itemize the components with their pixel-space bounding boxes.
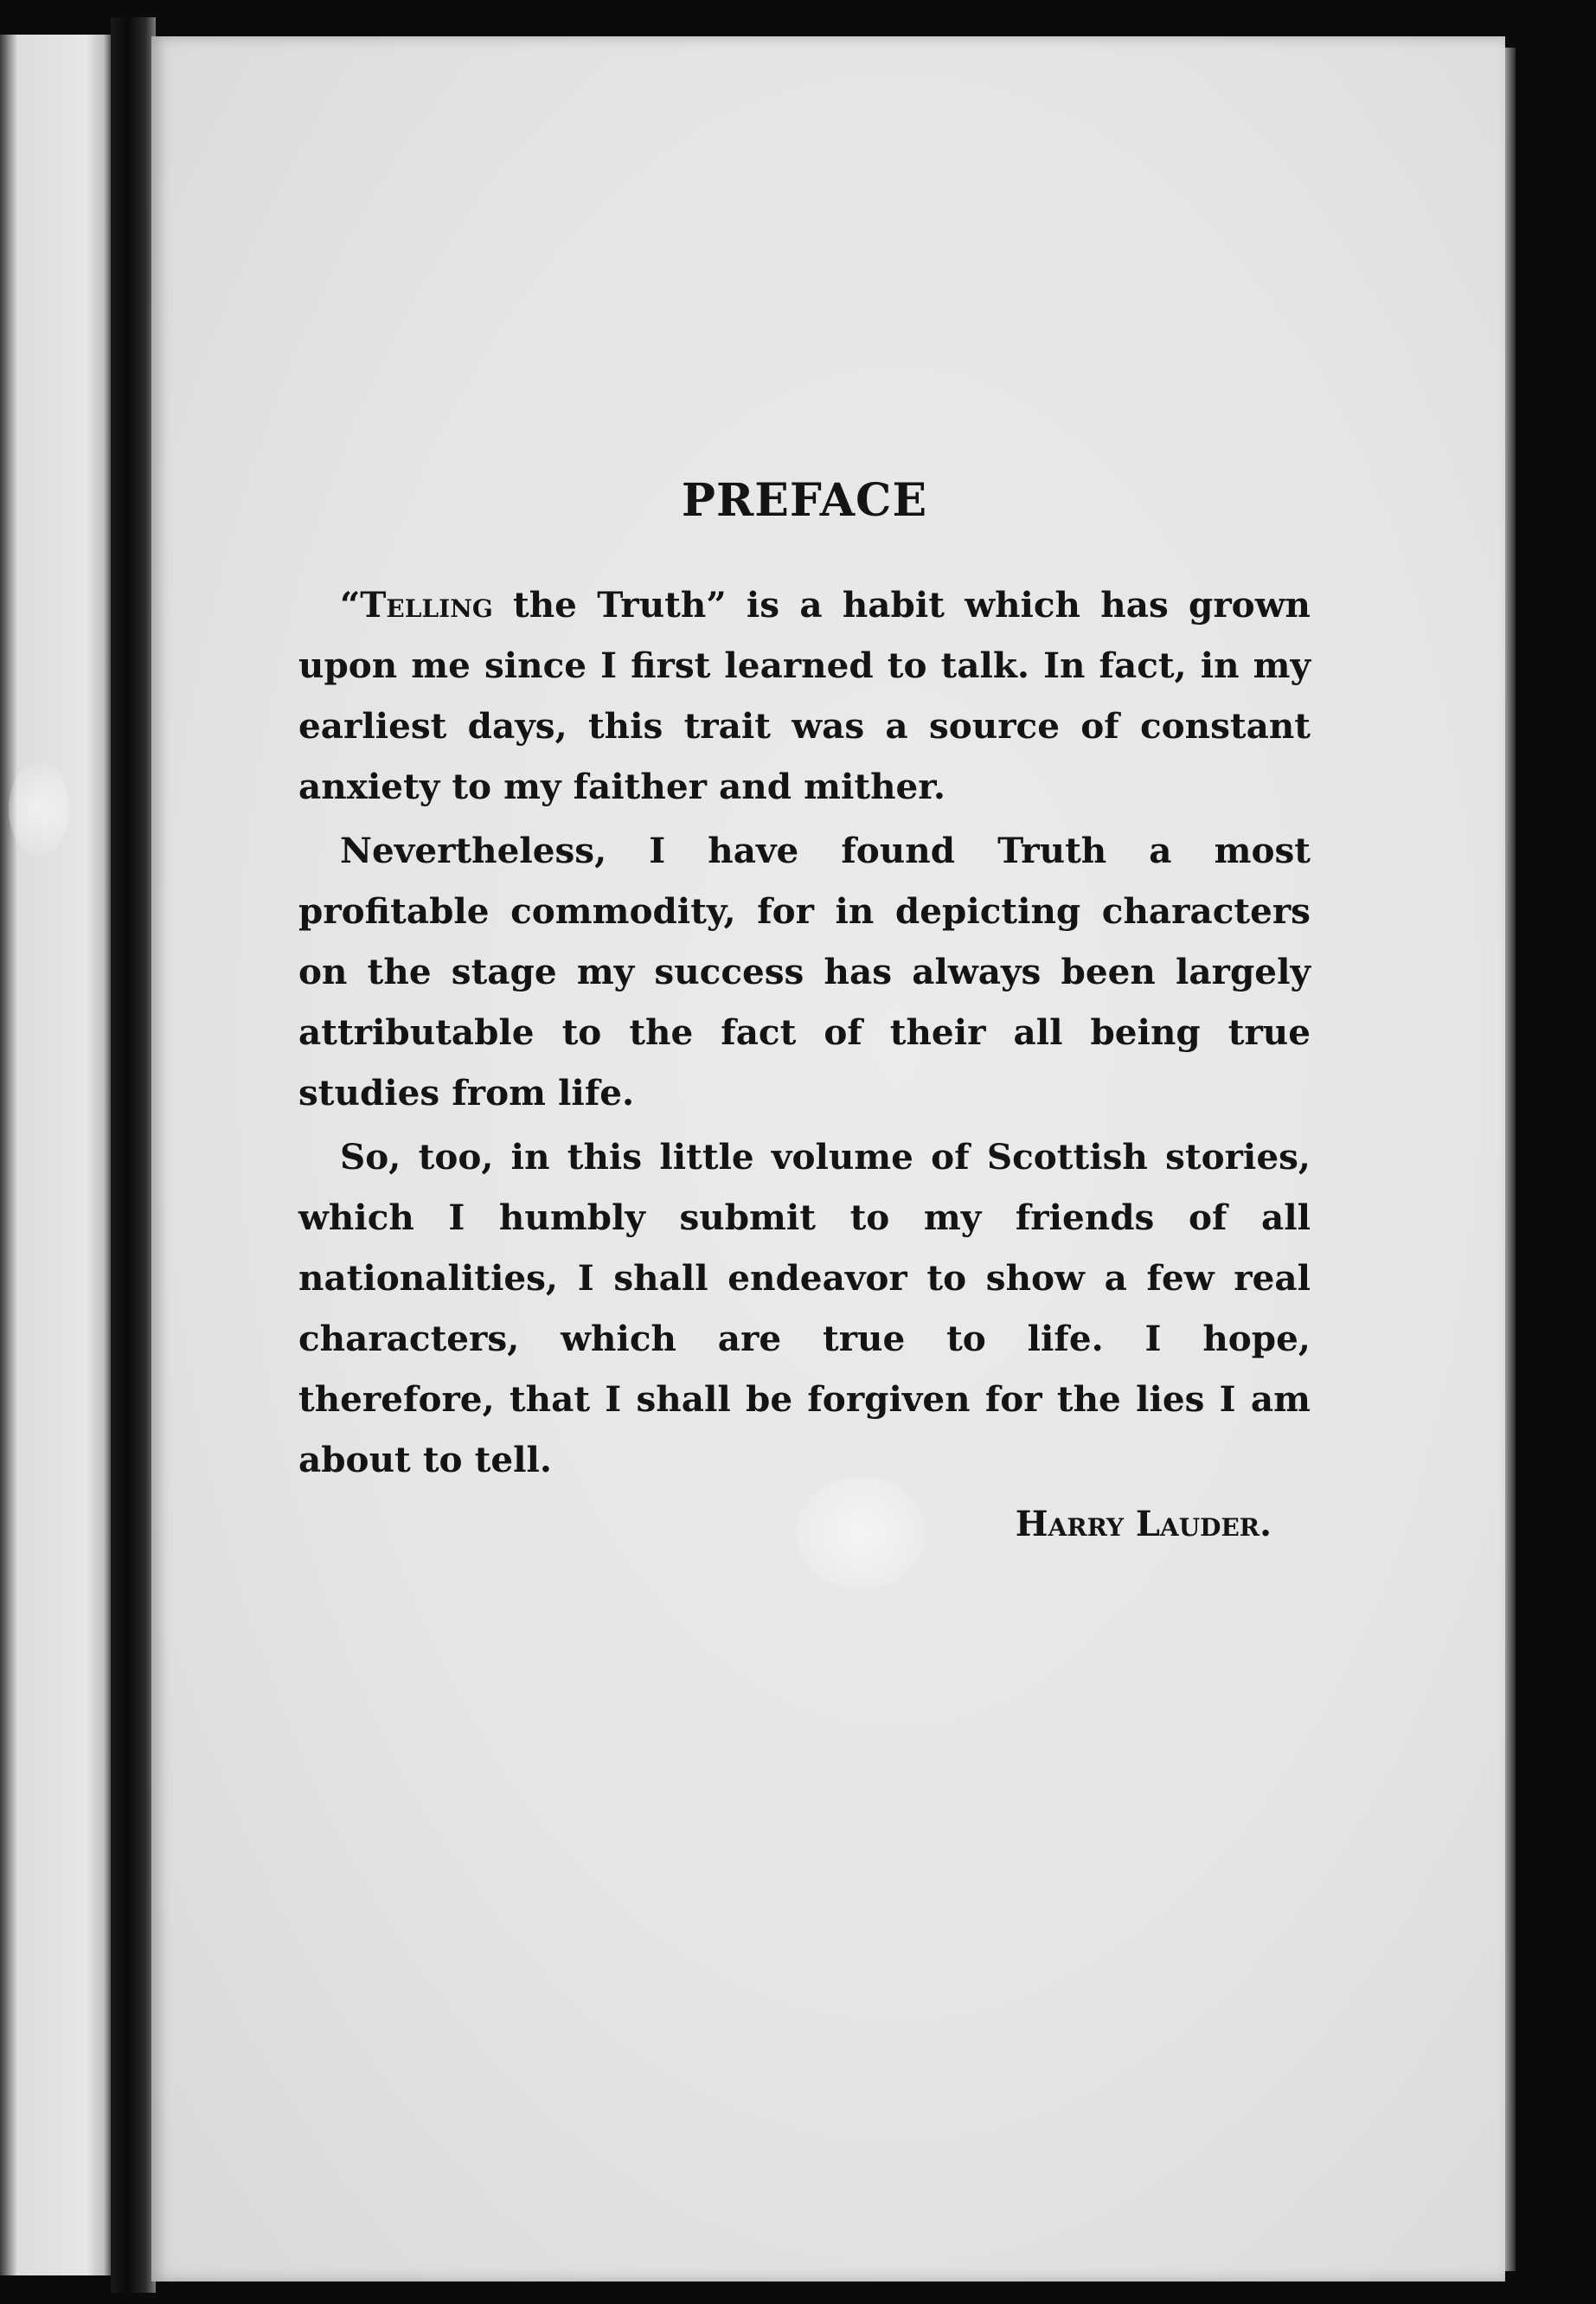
paragraph-lead: “Telling <box>340 584 493 626</box>
page-right-edge <box>1505 48 1516 2271</box>
paragraph: Nevertheless, I have found Truth a most profitable commodity, for in depicting characters on the stage my success has always been largely attributable to the fact of their all being true studies from life. <box>298 830 1311 1114</box>
book-spine <box>111 17 156 2293</box>
paragraph <box>298 574 1311 817</box>
page-title: PREFACE <box>681 474 928 527</box>
left-page-edge <box>0 35 111 2275</box>
author-signature: Harry Lauder. <box>1015 1504 1272 1545</box>
preface-text-block <box>298 474 1311 1552</box>
paragraph-text: the Truth” is a habit which has grown upon me since I first learned to talk. In fact, in my earliest days, this trait was a source of constant anxiety to my faither and mither. <box>298 584 1311 808</box>
paragraph: So, too, in this little volume of Scottish stories, which I humbly submit to my friends of all nationalities, I shall endeavor to show a few real characters, which are true to life. I hope, therefore, that I shall be forgiven for the lies I am about to tell. <box>298 1136 1311 1481</box>
paper-stain <box>9 761 69 857</box>
